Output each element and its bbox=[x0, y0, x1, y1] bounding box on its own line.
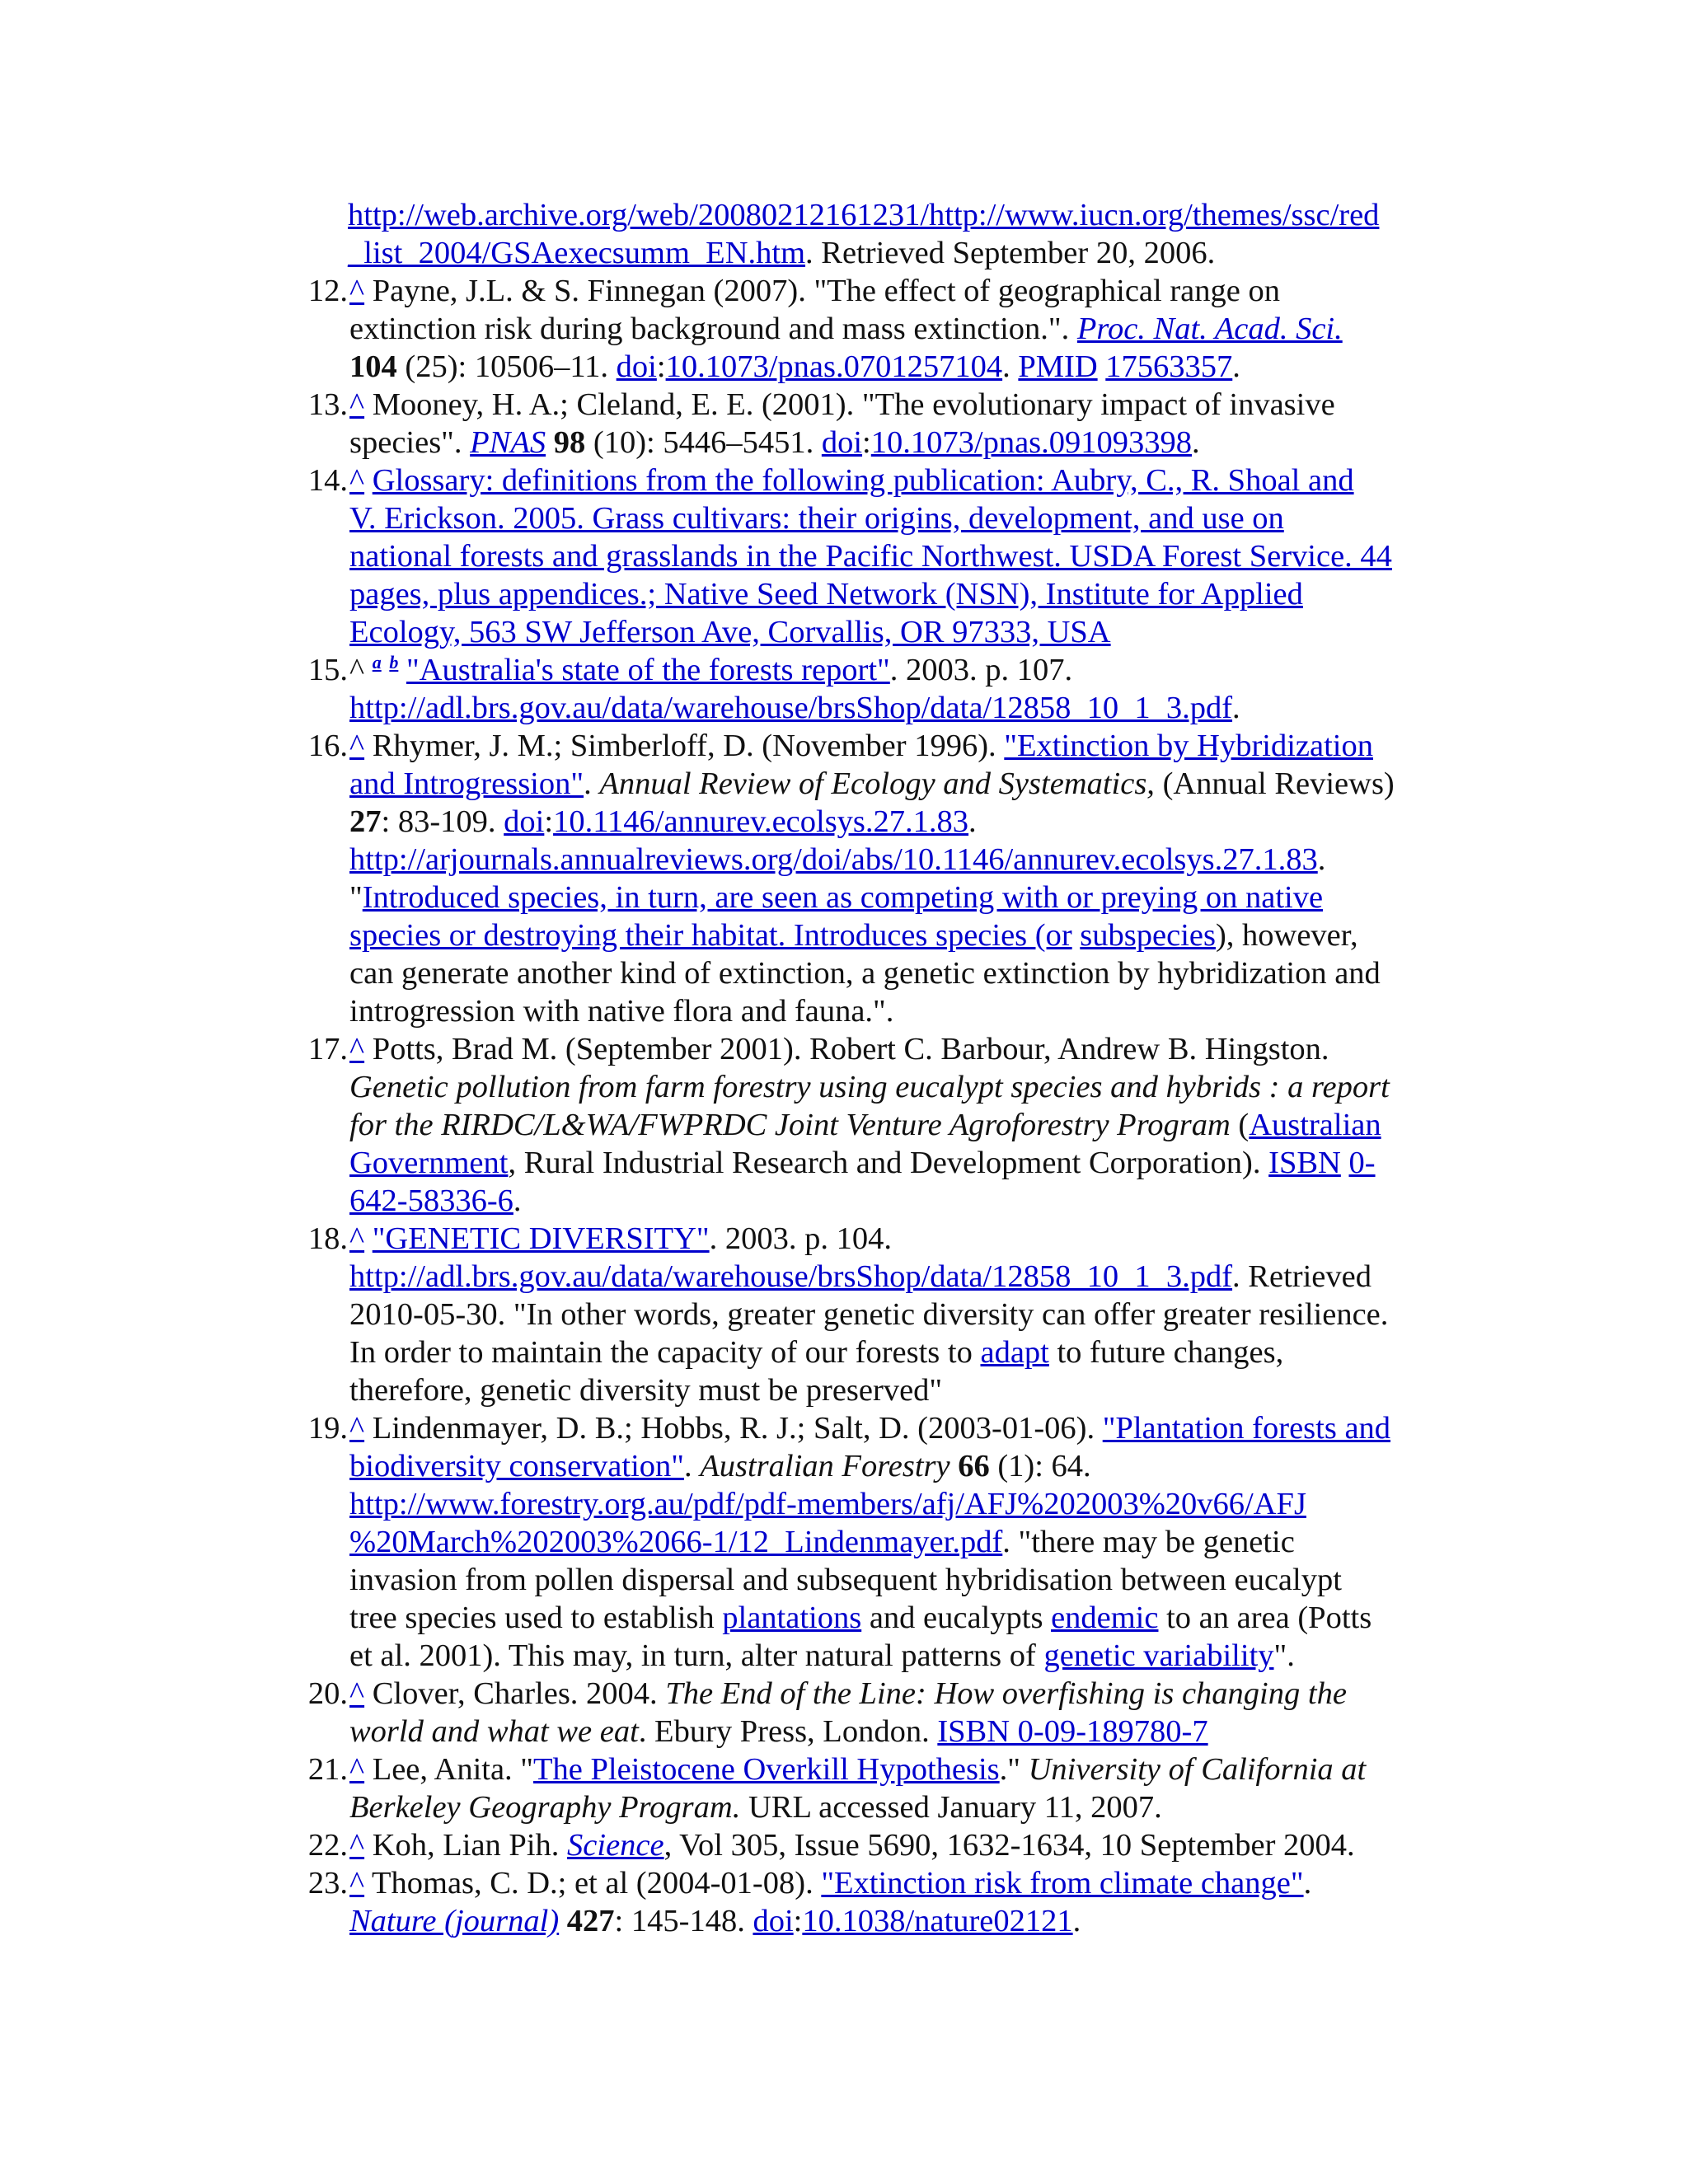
citation-text: to an area (Potts bbox=[1158, 1601, 1372, 1635]
reference-number: 20. bbox=[307, 1676, 348, 1711]
reference-18 bbox=[297, 1220, 1451, 1409]
article-title-link[interactable]: biodiversity conservation" bbox=[349, 1449, 684, 1483]
reference-number: 18. bbox=[307, 1221, 348, 1256]
citation-text: Potts, Brad M. (September 2001). Robert C. Barbour, Andrew B. Hingston. bbox=[364, 1032, 1329, 1066]
citation-text: , Rural Industrial Research and Development Corporation). bbox=[508, 1146, 1269, 1180]
back-link-caret[interactable]: ^ bbox=[349, 1221, 365, 1256]
citation-text: introgression with native flora and fauna.". bbox=[349, 994, 894, 1029]
glossary-link[interactable]: pages, plus appendices.; Native Seed Network (NSN), Institute for Applied bbox=[349, 577, 1303, 612]
reference-number: 12. bbox=[307, 274, 348, 308]
subspecies-link[interactable]: subspecies bbox=[1080, 918, 1216, 953]
citation-text: . 2003. p. 104. bbox=[709, 1221, 892, 1256]
iucn-archive-link-cont[interactable]: _list_2004/GSAexecsumm_EN.htm bbox=[348, 236, 806, 270]
back-link-caret[interactable]: ^ bbox=[349, 729, 365, 763]
citation-text: ), however, bbox=[1215, 918, 1358, 953]
australian-government-link[interactable]: Government bbox=[349, 1146, 509, 1180]
pmid-value-link[interactable]: 17563357 bbox=[1105, 349, 1233, 384]
quote-link[interactable]: Introduced species, in turn, are seen as competing with or preying on native bbox=[362, 880, 1324, 915]
report-title: Genetic pollution from farm forestry using eucalypt species and hybrids : a report bbox=[349, 1070, 1390, 1104]
citation-text: : 145-148. bbox=[614, 1904, 753, 1938]
back-link-caret[interactable]: ^ bbox=[349, 387, 365, 422]
back-link-caret[interactable]: ^ bbox=[349, 1411, 365, 1446]
annual-reviews-link[interactable]: http://arjournals.annualreviews.org/doi/abs/10.1146/annurev.ecolsys.27.1.83 bbox=[349, 842, 1318, 877]
journal-link[interactable]: PNAS bbox=[470, 425, 546, 460]
forestry-pdf-link[interactable]: http://www.forestry.org.au/pdf/pdf-members/afj/AFJ%202003%20v66/AFJ bbox=[349, 1487, 1306, 1521]
article-title-link[interactable]: "Extinction risk from climate change" bbox=[821, 1866, 1304, 1900]
citation-text: Clover, Charles. 2004. bbox=[364, 1676, 666, 1711]
article-title-link[interactable]: "Extinction by Hybridization bbox=[1004, 729, 1373, 763]
quote-link[interactable]: species or destroying their habitat. Introduces species (or bbox=[349, 918, 1072, 953]
back-link-caret[interactable]: ^ bbox=[349, 463, 365, 498]
reference-15 bbox=[297, 651, 1451, 727]
doi-value-link[interactable]: 10.1073/pnas.091093398 bbox=[870, 425, 1193, 460]
reference-14 bbox=[297, 462, 1451, 651]
reference-21 bbox=[297, 1750, 1451, 1826]
volume: 104 bbox=[349, 349, 397, 384]
caret: ^ bbox=[349, 653, 365, 687]
separator bbox=[1098, 349, 1106, 384]
isbn-link[interactable]: ISBN 0-09-189780-7 bbox=[937, 1714, 1208, 1749]
citation-text: and eucalypts bbox=[861, 1601, 1052, 1635]
adapt-link[interactable]: adapt bbox=[980, 1335, 1049, 1370]
glossary-link[interactable]: national forests and grasslands in the Pacific Northwest. USDA Forest Service. 44 bbox=[349, 539, 1392, 574]
separator: . bbox=[968, 804, 977, 839]
back-link-caret[interactable]: ^ bbox=[349, 1752, 365, 1787]
separator: : bbox=[656, 349, 666, 384]
quote-mark: " bbox=[349, 880, 363, 915]
genetic-diversity-link[interactable]: "GENETIC DIVERSITY" bbox=[372, 1221, 710, 1256]
citation-text: invasion from pollen dispersal and subsequent hybridisation between eucalypt bbox=[349, 1563, 1342, 1597]
reference-12 bbox=[297, 272, 1451, 386]
citation-text: Lee, Anita. " bbox=[364, 1752, 534, 1787]
volume: 27 bbox=[349, 804, 382, 839]
doi-value-link[interactable]: 10.1073/pnas.0701257104 bbox=[665, 349, 1003, 384]
citation-text: In order to maintain the capacity of our forests to bbox=[349, 1335, 981, 1370]
reference-number: 21. bbox=[307, 1752, 348, 1787]
isbn-value-link[interactable]: 0- bbox=[1348, 1146, 1376, 1180]
volume: 66 bbox=[958, 1449, 990, 1483]
separator: . bbox=[1072, 1904, 1081, 1938]
separator: ". bbox=[1273, 1638, 1295, 1673]
citation-text: et al. 2001). This may, in turn, alter natural patterns of bbox=[349, 1638, 1044, 1673]
citation-text: therefore, genetic diversity must be preserved" bbox=[349, 1373, 943, 1408]
back-link-caret[interactable]: ^ bbox=[349, 1828, 365, 1863]
back-link-b[interactable]: b bbox=[389, 652, 399, 673]
separator: : bbox=[793, 1904, 803, 1938]
book-title: The End of the Line: How overfishing is changing the bbox=[665, 1676, 1347, 1711]
citation-text: Thomas, C. D.; et al (2004-01-08). bbox=[364, 1866, 822, 1900]
citation-text: Payne, J.L. & S. Finnegan (2007). "The effect of geographical range on bbox=[364, 274, 1280, 308]
reference-13 bbox=[297, 386, 1451, 462]
journal-link[interactable]: Proc. Nat. Acad. Sci. bbox=[1076, 312, 1343, 346]
references-list bbox=[297, 196, 1451, 1940]
citation-text: ." bbox=[999, 1752, 1029, 1787]
citation-text: . Ebury Press, London. bbox=[638, 1714, 938, 1749]
separator: . bbox=[1192, 425, 1200, 460]
citation-text: Lindenmayer, D. B.; Hobbs, R. J.; Salt, D. (2003-01-06). bbox=[364, 1411, 1103, 1446]
pdf-link[interactable]: http://adl.brs.gov.au/data/warehouse/brsShop/data/12858_10_1_3.pdf bbox=[349, 1259, 1233, 1294]
separator: . bbox=[683, 1449, 701, 1483]
citation-text: species". bbox=[349, 425, 471, 460]
citation-text: Koh, Lian Pih. bbox=[364, 1828, 568, 1863]
citation-text: : 83-109. bbox=[381, 804, 504, 839]
separator: . bbox=[584, 766, 600, 801]
reference-16 bbox=[297, 727, 1451, 1030]
report-title-link[interactable]: "Australia's state of the forests report" bbox=[406, 653, 890, 687]
volume: 427 bbox=[566, 1904, 615, 1938]
nature-journal-link[interactable]: Nature (journal) bbox=[349, 1904, 560, 1938]
volume: 98 bbox=[553, 425, 586, 460]
article-title-link[interactable]: "Plantation forests and bbox=[1102, 1411, 1391, 1446]
citation-text: (1): 64. bbox=[989, 1449, 1091, 1483]
pdf-link[interactable]: http://adl.brs.gov.au/data/warehouse/brsShop/data/12858_10_1_3.pdf bbox=[349, 691, 1233, 725]
book-title: world and what we eat bbox=[349, 1714, 639, 1749]
separator: : bbox=[862, 425, 871, 460]
doi-value-link[interactable]: 10.1038/nature02121 bbox=[802, 1904, 1073, 1938]
reference-number: 22. bbox=[307, 1828, 348, 1863]
isbn-value-link[interactable]: 642-58336-6 bbox=[349, 1183, 513, 1218]
citation-text: extinction risk during background and mass extinction.". bbox=[349, 312, 1077, 346]
separator: . bbox=[1232, 691, 1240, 725]
reference-number: 13. bbox=[307, 387, 348, 422]
separator bbox=[1072, 918, 1081, 953]
isbn-link[interactable]: ISBN bbox=[1268, 1146, 1341, 1180]
citation-text: (25): 10506–11. bbox=[396, 349, 617, 384]
citation-text: Mooney, H. A.; Cleland, E. E. (2001). "The evolutionary impact of invasive bbox=[364, 387, 1335, 422]
back-link-caret[interactable]: ^ bbox=[349, 274, 365, 308]
separator bbox=[950, 1449, 959, 1483]
iucn-archive-link[interactable]: http://web.archive.org/web/20080212161231/http://www.iucn.org/themes/ssc/red bbox=[348, 198, 1380, 232]
separator: ( bbox=[1230, 1108, 1250, 1142]
back-link-caret[interactable]: ^ bbox=[349, 1676, 365, 1711]
doi-link[interactable]: doi bbox=[753, 1904, 794, 1938]
citation-text: (Annual Reviews) bbox=[1154, 766, 1395, 801]
reference-23 bbox=[297, 1864, 1451, 1940]
citation-text: to future changes, bbox=[1048, 1335, 1284, 1370]
reference-20 bbox=[297, 1675, 1451, 1750]
forestry-pdf-link[interactable]: %20March%202003%2066-1/12_Lindenmayer.pdf bbox=[349, 1525, 1003, 1559]
doi-link[interactable]: doi bbox=[504, 804, 545, 839]
publisher-name: Berkeley Geography Program. bbox=[349, 1790, 741, 1825]
citation-text: URL accessed January 11, 2007. bbox=[740, 1790, 1162, 1825]
citation-text: Rhymer, J. M.; Simberloff, D. (November 1996). bbox=[364, 729, 1005, 763]
citation-text: 2010-05-30. "In other words, greater genetic diversity can offer greater resilience. bbox=[349, 1297, 1389, 1332]
pmid-link[interactable]: PMID bbox=[1018, 349, 1098, 384]
publisher-name: University of California at bbox=[1028, 1752, 1367, 1787]
separator: . bbox=[1002, 349, 1019, 384]
reference-17 bbox=[297, 1030, 1451, 1220]
science-link[interactable]: Science bbox=[567, 1828, 664, 1863]
reference-22 bbox=[297, 1826, 1451, 1864]
separator: : bbox=[544, 804, 554, 839]
glossary-link[interactable]: Glossary: definitions from the following publication: Aubry, C., R. Shoal and bbox=[372, 463, 1354, 498]
separator: . bbox=[513, 1183, 522, 1218]
plantations-link[interactable]: plantations bbox=[722, 1601, 862, 1635]
separator: . bbox=[1232, 349, 1240, 384]
citation-text: . "there may be genetic bbox=[1002, 1525, 1295, 1559]
citation-text: tree species used to establish bbox=[349, 1601, 723, 1635]
glossary-link[interactable]: Ecology, 563 SW Jefferson Ave, Corvallis, OR 97333, USA bbox=[349, 615, 1111, 649]
separator bbox=[546, 425, 554, 460]
journal-name: Australian Forestry bbox=[700, 1449, 950, 1483]
reference-number: 19. bbox=[307, 1411, 348, 1446]
endemic-link[interactable]: endemic bbox=[1051, 1601, 1159, 1635]
citation-text: , Vol 305, Issue 5690, 1632-1634, 10 September 2004. bbox=[663, 1828, 1355, 1863]
citation-text: . 2003. p. 107. bbox=[889, 653, 1073, 687]
citation-text: can generate another kind of extinction, a genetic extinction by hybridization and bbox=[349, 956, 1381, 991]
australian-government-link[interactable]: Australian bbox=[1249, 1108, 1381, 1142]
reference-11-continuation bbox=[297, 196, 1451, 272]
reference-number: 23. bbox=[307, 1866, 348, 1900]
doi-link[interactable]: doi bbox=[821, 425, 863, 460]
reference-number: 15. bbox=[307, 653, 348, 687]
reference-number: 16. bbox=[307, 729, 348, 763]
glossary-link[interactable]: V. Erickson. 2005. Grass cultivars: their origins, development, and use on bbox=[349, 501, 1284, 536]
journal-name: Annual Review of Ecology and Systematics, bbox=[599, 766, 1155, 801]
citation-text: . Retrieved bbox=[1232, 1259, 1372, 1294]
retrieved-text: . Retrieved September 20, 2006. bbox=[805, 236, 1216, 270]
reference-number: 14. bbox=[307, 463, 348, 498]
doi-value-link[interactable]: 10.1146/annurev.ecolsys.27.1.83 bbox=[553, 804, 969, 839]
back-link-a[interactable]: a bbox=[372, 652, 382, 673]
back-link-caret[interactable]: ^ bbox=[349, 1032, 365, 1066]
doi-link[interactable]: doi bbox=[616, 349, 657, 384]
report-title: for the RIRDC/L&WA/FWPRDC Joint Venture Agroforestry Program bbox=[349, 1108, 1231, 1142]
citation-text: (10): 5446–5451. bbox=[585, 425, 822, 460]
article-title-link[interactable]: and Introgression" bbox=[349, 766, 584, 801]
back-link-caret[interactable]: ^ bbox=[349, 1866, 365, 1900]
reference-19 bbox=[297, 1409, 1451, 1675]
reference-number: 17. bbox=[307, 1032, 348, 1066]
separator: . bbox=[1303, 1866, 1312, 1900]
genetic-variability-link[interactable]: genetic variability bbox=[1043, 1638, 1274, 1673]
separator: . bbox=[1317, 842, 1326, 877]
separator bbox=[559, 1904, 567, 1938]
pleistocene-link[interactable]: The Pleistocene Overkill Hypothesis bbox=[533, 1752, 1000, 1787]
